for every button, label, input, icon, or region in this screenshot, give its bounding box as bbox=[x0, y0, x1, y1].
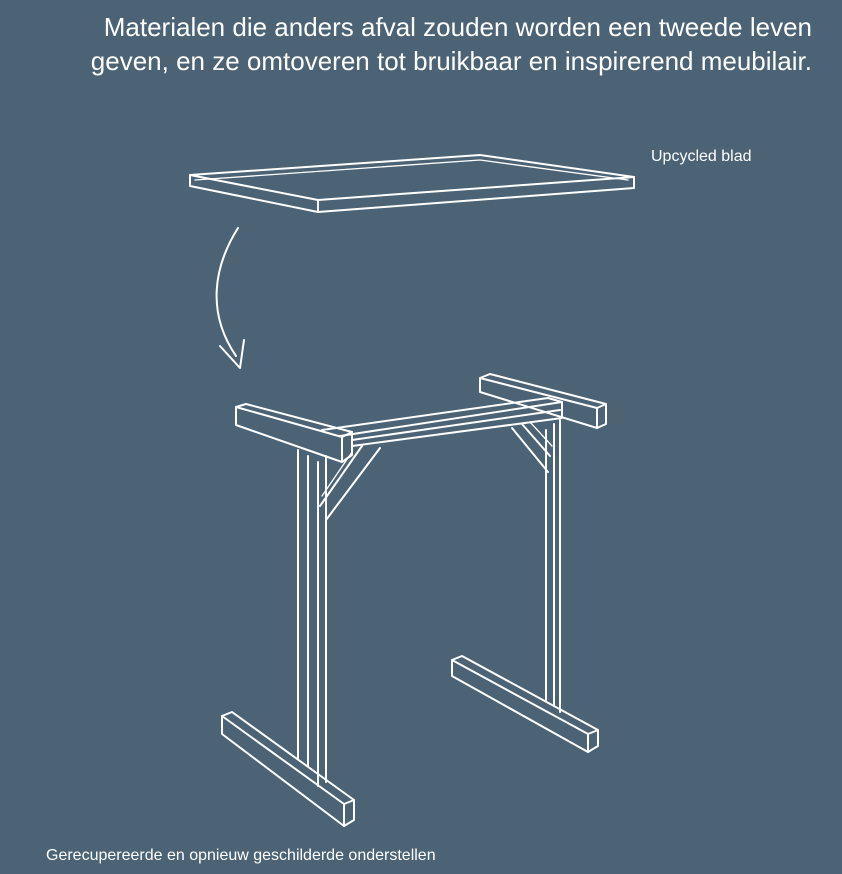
right-upright bbox=[546, 420, 560, 712]
headline-line-2: geven, en ze omtoveren tot bruikbaar en inspirerend meubilair. bbox=[90, 46, 812, 76]
right-foot bbox=[452, 656, 598, 752]
left-top-beam bbox=[236, 404, 352, 462]
frame-label: Gerecupereerde en opnieuw geschilderde onderstellen bbox=[46, 847, 436, 864]
headline-line-1: Materialen die anders afval zouden worden een tweede leven bbox=[103, 12, 812, 42]
left-upright bbox=[298, 450, 326, 786]
arrow-icon bbox=[217, 228, 244, 368]
table-top bbox=[190, 155, 634, 212]
left-foot bbox=[222, 712, 354, 826]
tabletop-label: Upcycled blad bbox=[651, 148, 752, 165]
